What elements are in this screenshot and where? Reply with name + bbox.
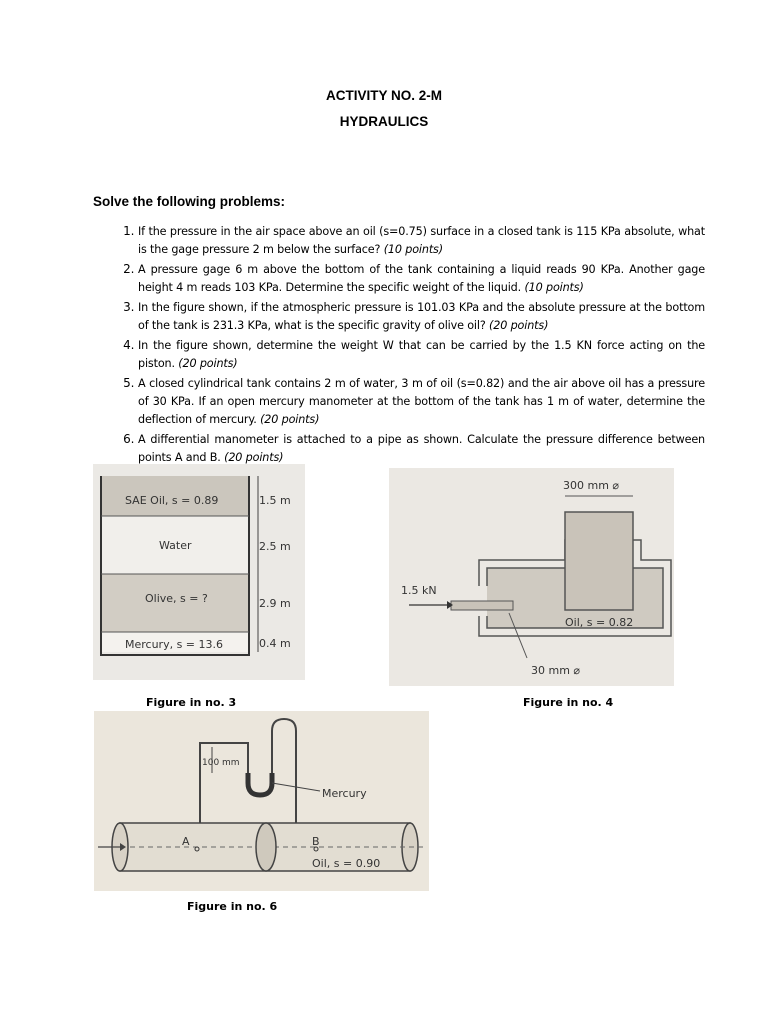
orifice-plate — [256, 823, 276, 871]
problem-list — [107, 222, 705, 468]
force-label: 1.5 kN — [401, 584, 437, 597]
oil-label: SAE Oil, s = 0.89 — [125, 494, 219, 507]
problem-item — [138, 222, 705, 259]
problem-points: (10 points) — [383, 243, 443, 256]
olive-height: 2.9 m — [259, 597, 291, 610]
figure-4-caption: Figure in no. 4 — [523, 696, 614, 709]
problem-item — [138, 374, 705, 429]
problem-item — [138, 336, 705, 373]
large-piston — [565, 512, 633, 610]
activity-title: ACTIVITY NO. 2-M — [325, 88, 442, 103]
u-tube — [200, 719, 296, 823]
problem-item — [138, 298, 705, 335]
figure-3-tank-diagram — [93, 464, 305, 680]
oil-label: Oil, s = 0.90 — [312, 857, 381, 870]
problem-text: In the figure shown, if the atmospheric pressure is 101.03 KPa and the absolute pressure at the bottom of the tank is 231.3 KPa, what is the specific gravity of olive oil? — [138, 301, 705, 332]
oil-height: 1.5 m — [259, 494, 291, 507]
figure-6-manometer-diagram — [94, 711, 429, 891]
problem-points: (20 points) — [224, 451, 284, 464]
olive-label: Olive, s = ? — [145, 592, 208, 605]
problem-text: A closed cylindrical tank contains 2 m of water, 3 m of oil (s=0.82) and the air above oil has a pressure of 30 KPa. If an open mercury manometer at the bottom of the tank has 1 m of water, determine the deflection of mercury. — [138, 377, 705, 426]
problem-text: A differential manometer is attached to a pipe as shown. Calculate the pressure difference between points A and B. — [138, 433, 705, 464]
small-piston — [451, 601, 513, 610]
problem-points: (10 points) — [524, 281, 584, 294]
figure-3-caption: Figure in no. 3 — [146, 696, 237, 709]
problem-points: (20 points) — [489, 319, 549, 332]
manometer-height-label: 100 mm — [202, 758, 240, 768]
large-diameter-label: 300 mm ⌀ — [563, 479, 620, 492]
tank-drawing — [93, 464, 305, 680]
manometer-drawing — [94, 711, 429, 891]
problem-points: (20 points) — [260, 413, 320, 426]
small-diameter-label: 30 mm ⌀ — [531, 664, 581, 677]
figure-6-caption: Figure in no. 6 — [187, 900, 278, 913]
oil-label: Oil, s = 0.82 — [565, 616, 634, 629]
problem-text: In the figure shown, determine the weight W that can be carried by the 1.5 KN force acting on the piston. — [138, 339, 705, 370]
problem-points: (20 points) — [178, 357, 238, 370]
point-b-label: B — [312, 835, 320, 848]
mercury-column — [248, 773, 272, 795]
figure-4-press-diagram — [389, 468, 674, 686]
water-label: Water — [159, 539, 192, 552]
problem-text: A pressure gage 6 m above the bottom of the tank containing a liquid reads 90 KPa. Another gage height 4 m reads 103 KPa. Determine the specific weight of the liquid. — [138, 263, 705, 294]
problem-item — [138, 260, 705, 297]
mercury-height: 0.4 m — [259, 637, 291, 650]
mercury-label: Mercury — [322, 787, 367, 800]
mercury-label: Mercury, s = 13.6 — [125, 638, 224, 651]
problem-item — [138, 430, 705, 467]
problem-text: If the pressure in the air space above an oil (s=0.75) surface in a closed tank is 115 KPa absolute, what is the gage pressure 2 m below the surface? — [138, 225, 705, 256]
water-height: 2.5 m — [259, 540, 291, 553]
subject-title: HYDRAULICS — [339, 114, 429, 129]
point-a-label: A — [182, 835, 190, 848]
instructions-heading: Solve the following problems: — [93, 194, 286, 209]
press-drawing — [389, 468, 674, 686]
